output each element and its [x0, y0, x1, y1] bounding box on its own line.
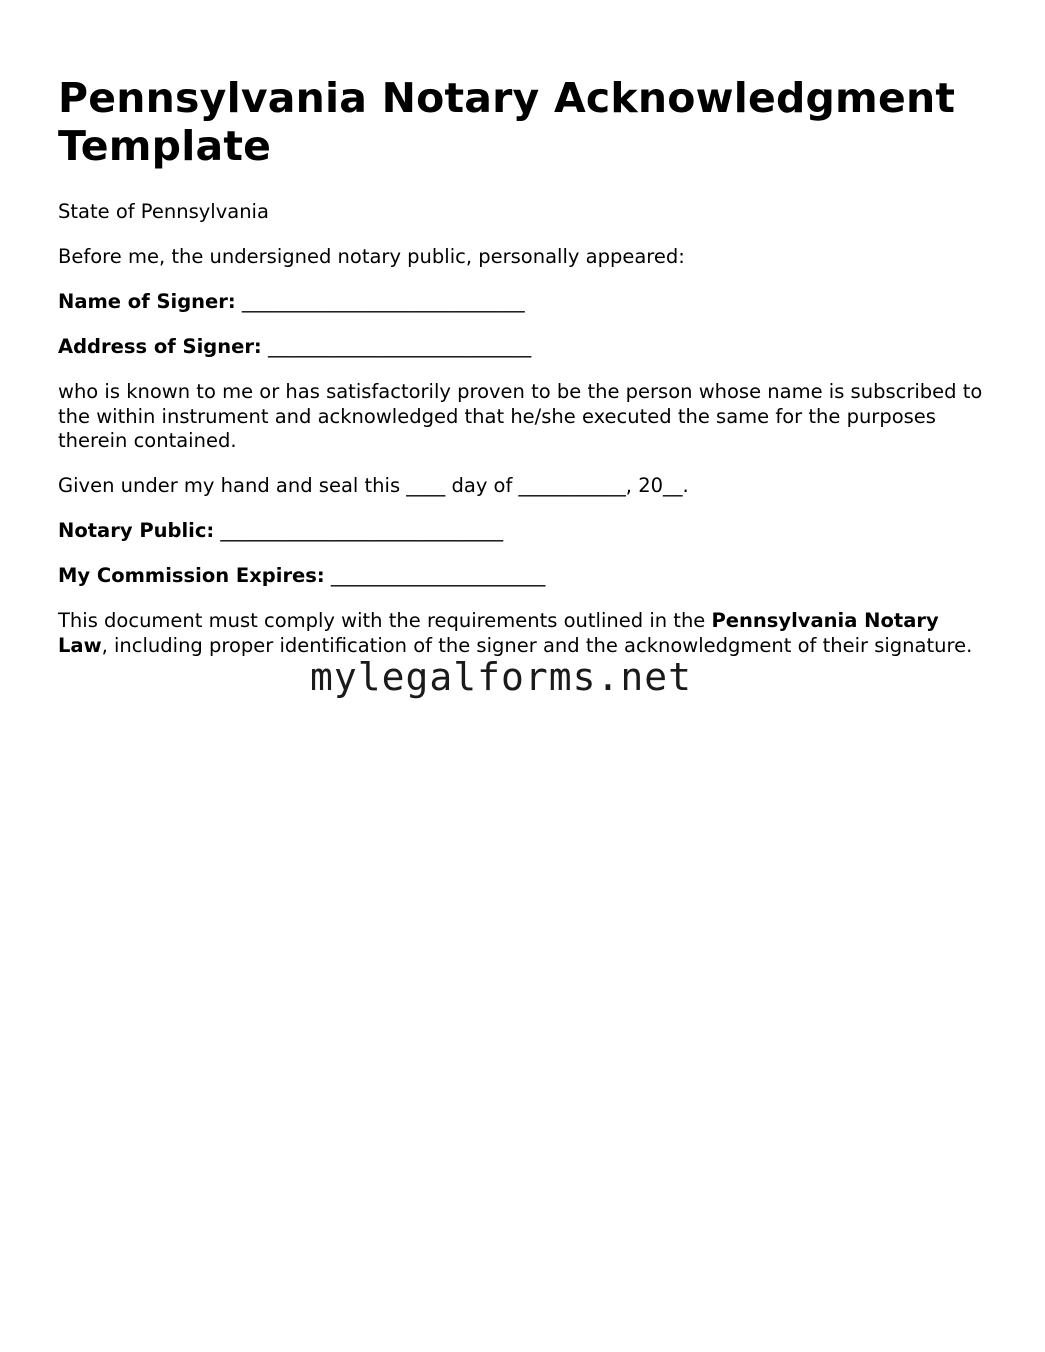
notary-public-line — [58, 519, 988, 544]
commission-expires-blank: ______________________ — [330, 564, 546, 587]
address-of-signer-blank: ___________________________ — [267, 335, 532, 358]
name-of-signer-line — [58, 290, 988, 315]
commission-expires-label: My Commission Expires: — [58, 564, 325, 587]
name-of-signer-blank: _____________________________ — [241, 290, 525, 313]
name-of-signer-label: Name of Signer: — [58, 290, 236, 313]
commission-expires-line — [58, 564, 988, 589]
intro-paragraph: Before me, the undersigned notary public, personally appeared: — [58, 245, 685, 268]
document-title: Pennsylvania Notary Acknowledgment Template — [58, 74, 956, 170]
address-of-signer-line — [58, 335, 988, 360]
acknowledgment-statement: who is known to me or has satisfactorily proven to be the person whose name is subscribed to the within instrument and acknowledged that he/she executed the same for the purposes therein contained. — [58, 380, 983, 452]
given-under-hand-line: Given under my hand and seal this ____ day of ___________, 20__. — [58, 474, 689, 497]
compliance-paragraph — [58, 609, 988, 658]
compliance-law-name: Pennsylvania Notary Law — [58, 609, 939, 657]
state-line: State of Pennsylvania — [58, 200, 269, 223]
notary-public-blank: _____________________________ — [220, 519, 504, 542]
notary-public-label: Notary Public: — [58, 519, 215, 542]
watermark-text: mylegalforms.net — [310, 655, 693, 699]
compliance-prefix: This document must comply with the requirements outlined in the — [58, 609, 706, 632]
compliance-suffix: , including proper identification of the signer and the acknowledgment of their signature. — [101, 633, 973, 657]
document-page — [58, 74, 988, 679]
address-of-signer-label: Address of Signer: — [58, 335, 262, 358]
